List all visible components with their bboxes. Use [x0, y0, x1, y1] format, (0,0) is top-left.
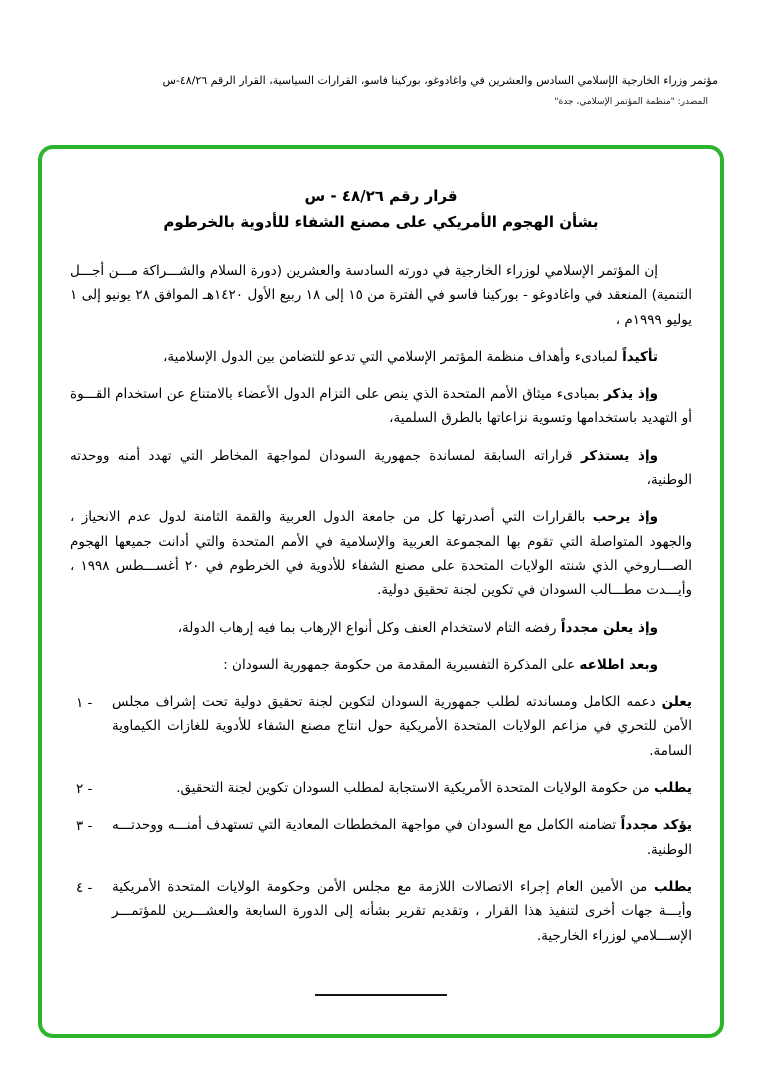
item-number: ١ - [76, 695, 93, 712]
paragraph-text: بمبادىء ميثاق الأمم المتحدة الذي ينص على التزام الدول الأعضاء بالامتناع عن استخدام القـــوة أو التهديد باستخدامها وتسوية نزاعاتها بالطرق السلمية، [70, 386, 692, 427]
item-text [112, 690, 692, 763]
preamble-paragraph-5 [70, 505, 692, 602]
paragraph-lead: وإذ يرحب [592, 509, 658, 526]
resolution-subject-title: بشأن الهجوم الأمريكي على مصنع الشفاء للأدوية بالخرطوم [163, 213, 599, 231]
item-lead: يعلن [661, 694, 692, 711]
item-body: دعمه الكامل ومساندته لطلب جمهورية السودان لتكوين لجنة تحقيق دولية تحت إشراف مجلس الأمن للتحري في مزاعم الولايات المتحدة الأمريكية حول انتاج مصنع الشفاء للأدوية للغازات الكيماوية السامة. [112, 694, 692, 759]
item-body: من حكومة الولايات المتحدة الأمريكية الاستجابة لمطلب السودان تكوين لجنة التحقيق. [176, 780, 654, 797]
operative-item-2 [70, 776, 692, 800]
item-lead: يطلب [653, 878, 692, 895]
paragraph-text: إن المؤتمر الإسلامي لوزراء الخارجية في دورته السادسة والعشرين (دورة السلام والشـــراكة مـــن أجـــل التنمية) المنعقد في واغادوغو - بوركينا فاسو في الفترة من ١٥ إلى ١٨ ربيع الأول ١٤٢٠هـ الموافق ٢٨ يونيو إلى ١ يوليو ١٩٩٩م ، [70, 263, 692, 328]
operative-items [70, 690, 692, 948]
preamble-paragraph-7 [70, 653, 692, 677]
item-text [112, 875, 692, 948]
paragraph-text: على المذكرة التفسيرية المقدمة من حكومة جمهورية السودان : [223, 656, 580, 673]
operative-item-1 [70, 690, 692, 763]
item-text [112, 776, 692, 800]
operative-item-3 [70, 813, 692, 862]
item-number: ٤ - [76, 879, 93, 896]
preamble-paragraph-6 [70, 616, 692, 640]
paragraph-lead: وإذ يذكر [603, 386, 658, 403]
paragraph-text: قراراته السابقة لمساندة جمهورية السودان لمواجهة المخاطر التي تهدد أمنه ووحدته الوطنية، [70, 447, 692, 489]
item-text [112, 813, 692, 862]
page-header [36, 74, 718, 107]
paragraph-text: رفضه التام لاستخدام العنف وكل أنواع الإرهاب بما فيه إرهاب الدولة، [177, 619, 561, 636]
paragraph-lead: وإذ يعلن مجدداً [560, 619, 658, 636]
paragraph-text: بالقرارات التي أصدرتها كل من جامعة الدول العربية والقمة الثامنة لدول عدم الانحياز ، والجهود المتواصلة التي تقوم بها المجموعة العربية والإسلامية في الأمم المتحدة والتي أدانت جميعها الهجوم الصـــاروخي الذي شنته الولايات المتحدة على مصنع الشفاء للأدوية في الخرطوم في ٢٠ أغســـطس ١٩٩٨ ، وأيـــدت مطـــالب السودان في تكوين لجنة تحقيق دولية. [70, 509, 692, 599]
item-body: تضامنه الكامل مع السودان في مواجهة المخططات المعادية التي تستهدف أمنـــه ووحدتـــه الوطنية. [112, 817, 692, 858]
item-lead: يطلب [653, 780, 692, 797]
header-citation: مؤتمر وزراء الخارجية الإسلامي السادس والعشرين في واغادوغو، بوركينا فاسو، القرارات السياسية، القرار الرقم ٤٨/٢٦-س [162, 74, 718, 87]
preamble-paragraph-3 [70, 382, 692, 431]
paragraph-lead: وإذ يستذكر [580, 447, 659, 464]
paragraph-text: لمبادىء وأهداف منظمة المؤتمر الإسلامي التي تدعو للتضامن بين الدول الإسلامية، [163, 348, 623, 365]
header-source: المصدر: "منظمة المؤتمر الإسلامي، جدة" [554, 97, 708, 107]
resolution-number-title: قرار رقم ٤٨/٢٦ - س [304, 187, 458, 205]
item-lead: يؤكد مجدداً [620, 817, 692, 834]
paragraph-lead: وبعد اطلاعه [579, 656, 658, 673]
document-frame [38, 145, 724, 1038]
preamble-paragraph-4 [70, 444, 692, 493]
separator-line [315, 994, 447, 996]
resolution-body [70, 259, 692, 996]
preamble-paragraph-1 [70, 259, 692, 332]
operative-item-4 [70, 875, 692, 948]
preamble-paragraph-2 [70, 345, 692, 369]
item-number: ٣ - [76, 818, 93, 835]
paragraph-lead: تأكيداً [622, 348, 658, 365]
item-number: ٢ - [76, 781, 93, 798]
item-body: من الأمين العام إجراء الاتصالات اللازمة مع مجلس الأمن وحكومة الولايات المتحدة الأمريكية وأيـــة جهات أخرى لتنفيذ هذا القرار ، وتقديم تقرير بشأنه إلى الدورة السابعة والعشـــرين للمؤتمـــر الإســـلامي لوزراء الخارجية. [112, 878, 692, 944]
